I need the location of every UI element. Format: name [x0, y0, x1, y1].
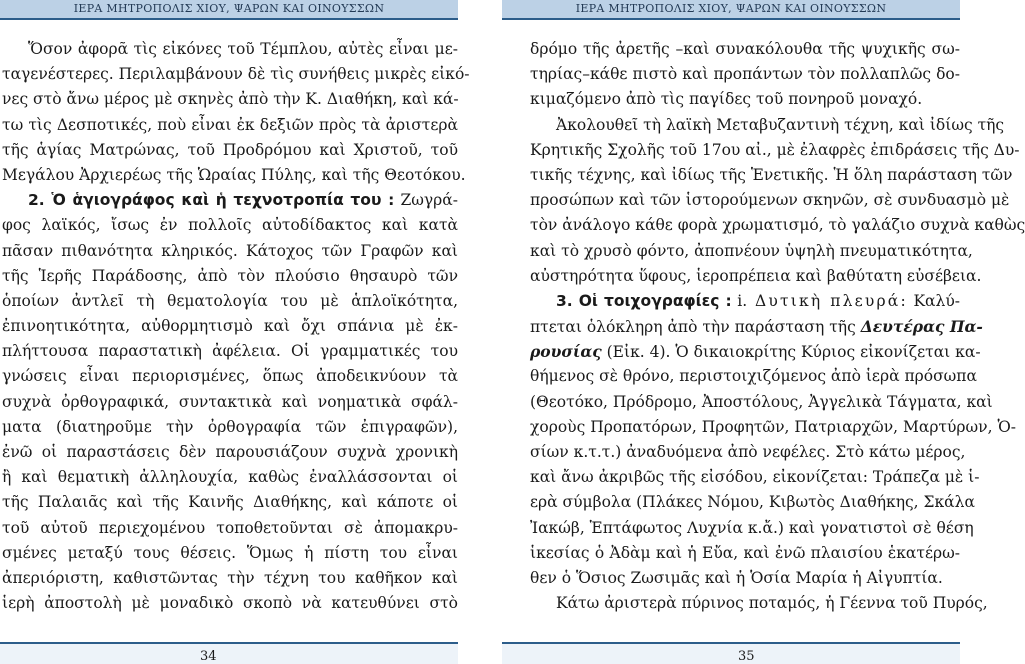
- heading-roman-numeral: i.: [731, 291, 748, 310]
- text-line: πλήττουσα παραστατικὴ ἀφέλεια. Οἱ γραμματικές του: [2, 342, 458, 361]
- right-page: [502, 0, 1025, 664]
- heading-continuation: Καλύ-: [907, 291, 960, 310]
- text-line: νες στὸ ἄνω μέρος μὲ σκηνὲς ἀπὸ τὴν Κ. Διαθήκη, καὶ κά-: [2, 90, 459, 109]
- heading-continuation: Ζωγρά-: [394, 191, 458, 210]
- text-line: τῆς Ἱερῆς Παράδοσης, ἀπὸ τὸν πλούσιο θησαυρὸ τῶν: [2, 266, 458, 285]
- text-segment: πτεται ὁλόκληρη ἀπὸ τὴν παράσταση τῆς: [530, 318, 861, 337]
- text-line: ἱκεσίας ὁ Ἀδὰμ καὶ ἡ Εὔα, καὶ ἐνῶ πλαισίου ἑκατέρω-: [530, 543, 960, 562]
- section-heading-line: [530, 289, 960, 314]
- text-line: τῆς ἁγίας Ματρώνας, τοῦ Προδρόμου καὶ Χριστοῦ, τοῦ: [2, 140, 458, 159]
- text-line: ἐπινοητικότητα, αὐθορμητισμὸ καὶ ὄχι σπάνια μὲ ἐκ-: [2, 317, 458, 336]
- text-line: πᾶσαν πιθανότητα κληρικός. Κάτοχος τῶν Γραφῶν καὶ: [2, 241, 458, 260]
- right-footer-bar: [502, 642, 960, 664]
- text-line: Ἰακώβ, Ἑπτάφωτος Λυχνία κ.ἄ.) καὶ γονατιστοὶ σὲ θέση: [530, 518, 974, 537]
- text-line: θεν ὁ Ὅσιος Ζωσιμᾶς καὶ ἡ Ὁσία Μαρία ἡ Αἰγυπτία.: [530, 568, 943, 587]
- emphasis-title: ρουσίας: [530, 342, 602, 362]
- right-page-number: 35: [738, 649, 755, 664]
- emphasis-title: Δευτέρας Πα-: [860, 317, 983, 337]
- text-line: προσώπων καὶ τῶν ἱστορούμενων σκηνῶν, σὲ συνδυασμὸ μὲ: [530, 191, 1010, 210]
- section-heading-line: [2, 188, 458, 213]
- text-line: Κάτω ἀριστερὰ πύρινος ποταμός, ἡ Γέεννα τοῦ Πυρός,: [556, 594, 988, 613]
- text-line: Ὅσον ἀφορᾶ τὶς εἰκόνες τοῦ Τέμπλου, αὐτὲς εἶναι με-: [28, 40, 458, 58]
- left-running-header: ΙΕΡΑ ΜΗΤΡΟΠΟΛΙΣ ΧΙΟΥ, ΨΑΡΩΝ ΚΑΙ ΟΙΝΟΥΣΣΩΝ: [0, 0, 458, 20]
- text-line: (Θεοτόκο, Πρόδρομο, Ἀποστόλους, Ἀγγελικὰ Τάγματα, καὶ: [530, 392, 993, 411]
- text-segment: (Εἰκ. 4). Ὁ δικαιοκρίτης Κύριος εἰκονίζεται κα-: [601, 343, 981, 362]
- text-line: ματα (διατηροῦμε τὴν ὀρθογραφία τῶν ἐπιγραφῶν),: [2, 417, 458, 436]
- text-line: Ἀκολουθεῖ τὴ λαϊκὴ Μεταβυζαντινὴ τέχνη, καὶ ἰδίως τῆς: [556, 115, 1005, 134]
- text-line: δρόμο τῆς ἀρετῆς –καὶ συνακόλουθα τῆς ψυχικῆς σω-: [530, 40, 960, 58]
- text-line: σίων κ.τ.τ.) ἀναδυόμενα ἀπὸ νεφέλες. Στὸ κάτω μέρος,: [530, 443, 966, 461]
- text-line: ὁποίων ἀντλεῖ τὴ θεματολογία του μὲ ἁπλοϊκότητα,: [2, 291, 458, 310]
- left-footer-bar: [0, 642, 458, 664]
- text-line: ἱερὴ ἀποστολὴ μὲ μοναδικὸ σκοπὸ νὰ κατευθύνει στὸ: [2, 594, 458, 613]
- text-line: ἐνῶ οἱ παραστάσεις δὲν παρουσιάζουν συχνὰ χρονικὴ: [2, 443, 458, 461]
- text-line: ἢ καὶ θεματικὴ ἀλληλουχία, καθὼς ἐναλλάσσονται οἱ: [2, 468, 458, 487]
- text-line: ταγενέστερες. Περιλαμβάνουν δὲ τὶς συνήθεις μικρὲς εἰκό-: [2, 65, 470, 84]
- text-line: καὶ ἄνω ἀκριβῶς τῆς εἰσόδου, εἰκονίζεται: Τράπεζα μὲ ἱ-: [530, 468, 980, 487]
- text-line: φος λαϊκός, ἴσως ἐν πολλοῖς αὐτοδίδακτος καὶ κατὰ: [2, 216, 458, 235]
- text-line: τω τὶς Δεσποτικές, ποὺ εἶναι ἐκ δεξιῶν πρὸς τὰ ἀριστερὰ: [2, 115, 458, 134]
- section-2-heading: 2. Ὁ ἁγιογράφος καὶ ἡ τεχνοτροπία του :: [28, 191, 395, 210]
- text-line: κιμαζόμενο ἀπὸ τὶς παγίδες τοῦ πονηροῦ μοναχό.: [530, 90, 923, 109]
- right-running-header: ΙΕΡΑ ΜΗΤΡΟΠΟΛΙΣ ΧΙΟΥ, ΨΑΡΩΝ ΚΑΙ ΟΙΝΟΥΣΣΩΝ: [502, 0, 960, 20]
- right-body-text: [530, 37, 1025, 616]
- text-line: Κρητικῆς Σχολῆς τοῦ 17ου αἰ., μὲ ἐλαφρὲς ἐπιδράσεις τῆς Δυ-: [530, 140, 1020, 159]
- text-line: τοῦ αὐτοῦ περιεχομένου τοποθετοῦνται σὲ ἀπομακρυ-: [2, 518, 458, 537]
- text-line: [530, 314, 983, 339]
- text-line: τὸν ἀνάλογο κάθε φορὰ χρωματισμό, τὸ γαλάζιο συχνὰ καθὼς: [530, 216, 1025, 235]
- left-page-number: 34: [200, 649, 217, 664]
- text-line: συχνὰ ὀρθογραφικά, συντακτικὰ καὶ νοηματικὰ σφάλ-: [2, 392, 458, 411]
- heading-subtitle: Δυτικὴ πλευρά:: [747, 291, 908, 310]
- text-line: γνώσεις εἶναι περιορισμένες, ὅπως ἀποδεικνύουν τὰ: [2, 367, 458, 386]
- text-line: Μεγάλου Ἀρχιερέως τῆς Ὡραίας Πύλης, καὶ τῆς Θεοτόκου.: [2, 165, 466, 184]
- text-line: καὶ τὸ χρυσὸ φόντο, ἀποπνέουν ὑψηλὴ πνευματικότητα,: [530, 241, 973, 260]
- text-line: τικῆς τέχνης, καὶ ἰδίως τῆς Ἑνετικῆς. Ἡ ὅλη παράσταση τῶν: [530, 165, 1013, 184]
- text-line: χοροὺς Προπατόρων, Προφητῶν, Πατριαρχῶν, Μαρτύρων, Ὁ-: [530, 417, 1017, 436]
- text-line: σμένες μεταξύ τους θέσεις. Ὅμως ἡ πίστη του εἶναι: [2, 543, 458, 562]
- left-body-text: [2, 37, 470, 616]
- text-line: αὐστηρότητα ὕφους, ἱεροπρέπεια καὶ βαθύτατη εὐσέβεια.: [530, 266, 982, 285]
- text-line: τῆς Παλαιᾶς καὶ τῆς Καινῆς Διαθήκης, καὶ κάποτε οἱ: [2, 493, 458, 512]
- section-3-heading: 3. Οἱ τοιχογραφίες :: [556, 291, 732, 310]
- text-line: θήμενος σὲ θρόνο, περιστοιχιζόμενος ἀπὸ ἱερὰ πρόσωπα: [530, 367, 977, 386]
- text-line: [530, 339, 981, 364]
- text-line: ερὰ σύμβολα (Πλάκες Νόμου, Κιβωτὸς Διαθήκης, Σκάλα: [530, 493, 975, 512]
- text-line: τηρίας–κάθε πιστὸ καὶ προπάντων τὸν πολλαπλῶς δο-: [530, 65, 960, 84]
- text-line: ἀπεριόριστη, καθιστῶντας τὴν τέχνη του καθῆκον καὶ: [2, 568, 458, 587]
- left-page: [0, 0, 470, 664]
